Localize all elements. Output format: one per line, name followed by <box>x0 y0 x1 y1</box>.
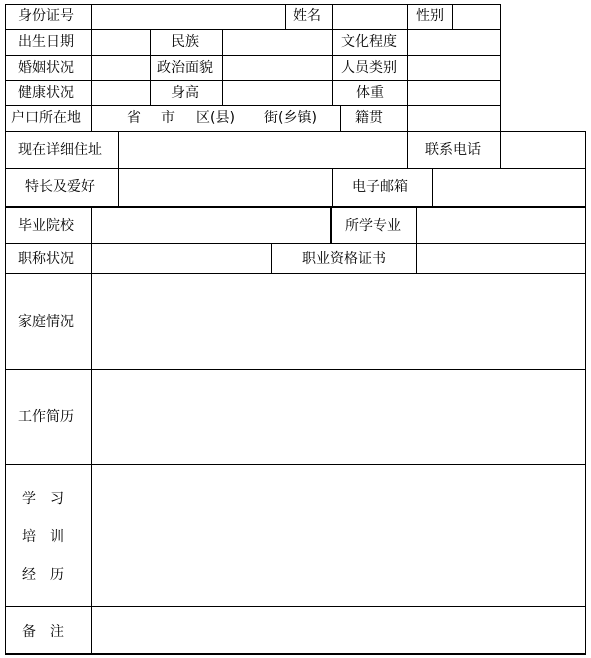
native-place-label: 籍贯 <box>355 110 383 126</box>
province-label: 省 <box>127 110 141 126</box>
current-address-label: 现在详细住址 <box>18 142 102 158</box>
major-field[interactable] <box>417 208 585 243</box>
professional-title-field[interactable] <box>92 244 271 273</box>
study-training-label-line1: 学 习 <box>22 491 64 507</box>
birth-date-label: 出生日期 <box>18 34 74 50</box>
grid-line <box>91 105 92 132</box>
marital-status-field[interactable] <box>92 56 150 80</box>
marital-status-label: 婚姻状况 <box>18 60 74 76</box>
political-status-label: 政治面貌 <box>157 60 213 76</box>
personnel-category-field[interactable] <box>408 56 500 80</box>
phone-label: 联系电话 <box>425 142 481 158</box>
ethnicity-label: 民族 <box>171 34 199 50</box>
native-place-field[interactable] <box>408 106 500 131</box>
work-history-label: 工作简历 <box>18 409 74 425</box>
birth-date-field[interactable] <box>92 30 150 55</box>
grid-line <box>340 105 341 132</box>
major-label: 所学专业 <box>345 218 401 234</box>
education-field[interactable] <box>408 30 500 55</box>
graduated-school-label: 毕业院校 <box>18 218 74 234</box>
specialties-label: 特长及爱好 <box>25 179 95 195</box>
grid-line <box>332 168 333 207</box>
graduated-school-field[interactable] <box>92 208 330 243</box>
gender-field[interactable] <box>453 5 500 29</box>
grid-line <box>407 131 408 169</box>
name-field[interactable] <box>333 5 407 29</box>
education-label: 文化程度 <box>341 34 397 50</box>
grid-line <box>285 4 286 30</box>
remarks-field[interactable] <box>92 607 585 653</box>
street-label: 街(乡镇) <box>264 110 317 126</box>
personnel-category-label: 人员类别 <box>341 60 397 76</box>
ethnicity-field[interactable] <box>223 30 332 55</box>
study-training-history-field[interactable] <box>92 465 585 606</box>
qualification-certificate-field[interactable] <box>417 244 585 273</box>
id-number-field[interactable] <box>92 5 285 29</box>
grid-line <box>500 4 501 132</box>
remarks-label: 备 注 <box>22 624 64 640</box>
grid-line <box>330 206 332 244</box>
grid-line <box>150 29 151 106</box>
phone-field[interactable] <box>501 132 585 168</box>
family-situation-label: 家庭情况 <box>18 314 74 330</box>
name-label: 姓名 <box>293 8 321 24</box>
gender-label: 性别 <box>416 8 444 24</box>
political-status-field[interactable] <box>223 56 332 80</box>
grid-line <box>332 29 333 106</box>
specialties-field[interactable] <box>119 169 332 206</box>
family-situation-field[interactable] <box>92 274 585 369</box>
district-label: 区(县) <box>196 110 235 126</box>
email-label: 电子邮箱 <box>352 179 408 195</box>
grid-line <box>5 4 6 655</box>
grid-line <box>407 4 408 30</box>
city-label: 市 <box>161 110 175 126</box>
grid-line <box>5 653 586 655</box>
current-address-field[interactable] <box>119 132 407 168</box>
professional-title-label: 职称状况 <box>18 251 74 267</box>
health-status-field[interactable] <box>92 81 150 105</box>
household-registration-label: 户口所在地 <box>11 110 81 126</box>
work-history-field[interactable] <box>92 370 585 464</box>
study-training-label-line3: 经 历 <box>22 567 64 583</box>
study-training-label-line2: 培 训 <box>22 529 64 545</box>
qualification-certificate-label: 职业资格证书 <box>302 251 386 267</box>
height-field[interactable] <box>223 81 332 105</box>
id-number-label: 身份证号 <box>18 8 74 24</box>
weight-field[interactable] <box>408 81 500 105</box>
grid-line <box>271 243 272 274</box>
health-status-label: 健康状况 <box>18 85 74 101</box>
weight-label: 体重 <box>356 85 384 101</box>
email-field[interactable] <box>433 169 585 206</box>
height-label: 身高 <box>171 85 199 101</box>
grid-line <box>585 131 586 655</box>
